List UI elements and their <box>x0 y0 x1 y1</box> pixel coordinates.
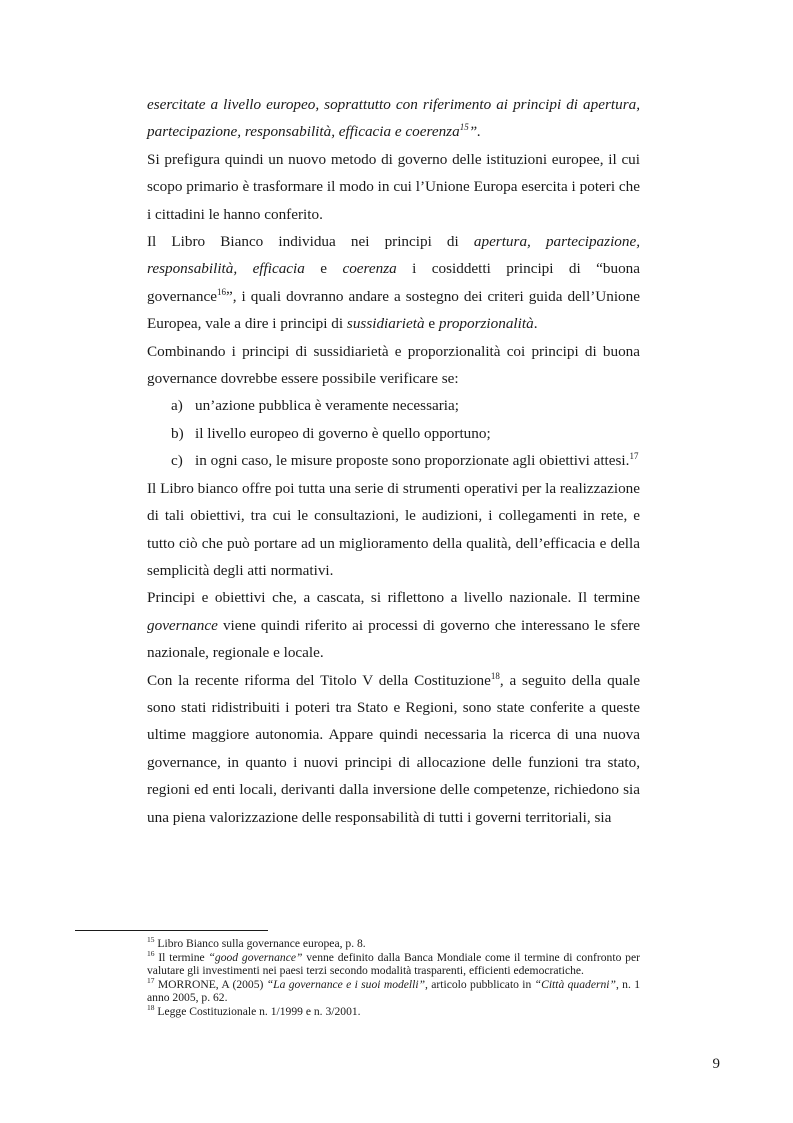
list-marker: a) <box>171 397 183 415</box>
page-number: 9 <box>712 1056 720 1072</box>
italic-text: proporzionalità <box>438 315 534 333</box>
body-text <box>147 91 640 831</box>
italic-text: coerenza <box>342 260 397 278</box>
footnote-18: $^{18}$ Legge Costituzionale n. 1/1999 e n. 3/2001. <box>147 1003 361 1018</box>
list-item: c) in ogni caso, le misure proposte sono proporzionate agli obiettivi attesi.$^{17}$ <box>147 447 640 474</box>
footnote-ref-16[interactable]: 16 <box>217 286 226 297</box>
italic-text: governance <box>147 616 218 634</box>
footnote-ref-18[interactable]: 18 <box>490 670 500 681</box>
italic-text: apertura, partecipazione, responsabilità, efficacia <box>147 233 641 278</box>
list-item: a) un’azione pubblica è veramente necessaria; <box>147 392 640 419</box>
footnote-15: $^{15}$ Libro Bianco sulla governance europea, p. 8. <box>147 935 366 950</box>
italic-text: sussidiarietà <box>346 315 425 333</box>
footnote-ref-17[interactable]: 17 <box>629 451 639 462</box>
paragraph-1 <box>147 91 640 146</box>
paragraph-6: Principi e obiettivi che, a cascata, si riflettono a livello nazionale. Il termine governance viene quindi riferito ai processi di governo che interessano le sfere nazionale, regionale e locale. <box>147 589 640 662</box>
list-item: b) il livello europeo di governo è quello opportuno; <box>147 420 640 447</box>
footnote-ref-15[interactable]: 15 <box>459 122 469 133</box>
footnote-divider <box>75 930 268 931</box>
list-marker: b) <box>171 424 184 442</box>
footnote-17: $^{17}$ MORRONE, A (2005) “La governance e i suoi modelli”, articolo pubblicato in “Città quaderni”, n. 1 anno 2005, p. 62. <box>147 975 641 1005</box>
list-marker: c) <box>171 452 183 470</box>
footnote-16: $^{16}$ Il termine “good governance” venne definito dalla Banca Mondiale come il termine di confronto per valutare gli investimenti nei paesi terzi secondo modalità trasparenti, efficienti edemocratiche. <box>147 948 640 978</box>
paragraph-4: Combinando i principi di sussidiarietà e proporzionalità coi principi di buona governance dovrebbe essere possibile verificare se: <box>147 342 640 388</box>
criteria-list <box>147 392 640 474</box>
footnotes <box>147 937 640 1019</box>
italic-text: ”. <box>468 123 481 141</box>
paragraph-3: Il Libro Bianco individua nei principi di apertura, partecipazione, responsabilità, efficacia e coerenza i cosiddetti principi di “buona governance$^{16}$”, i quali dovranno andare a sostegno dei criteri guida dell’Unione Europea, vale a dire i principi di sussidiarietà e proporzionalità. <box>147 233 641 333</box>
paragraph-2: Si prefigura quindi un nuovo metodo di governo delle istituzioni europee, il cui scopo primario è trasformare il modo in cui l’Unione Europa esercita i poteri che i cittadini le hanno conferito. <box>147 150 640 223</box>
italic-text: esercitate a livello europeo, soprattutto con riferimento ai principi di apertura, partecipazione, responsabilità, efficacia e coerenza <box>147 96 640 141</box>
paragraph-7: Con la recente riforma del Titolo V della Costituzione$^{18}$, a seguito della quale sono stati ridistribuiti i poteri tra Stato e Regioni, sono state conferite a queste ultime maggiore autonomia. Appare quindi necessaria la ricerca di una nuova governance, in quanto i nuovi principi di allocazione delle funzioni tra stato, regioni ed enti locali, derivanti dalla inversione delle competenze, richiedono sia una piena valorizzazione delle responsabilità di tutti i governi territoriali, sia <box>147 670 640 826</box>
paragraph-5: Il Libro bianco offre poi tutta una serie di strumenti operativi per la realizzazione di tali obiettivi, tra cui le consultazioni, le audizioni, i collegamenti in rete, e tutto ciò che può portare ad un miglioramento della qualità, dell’efficacia e della semplicità degli atti normativi. <box>147 479 640 579</box>
